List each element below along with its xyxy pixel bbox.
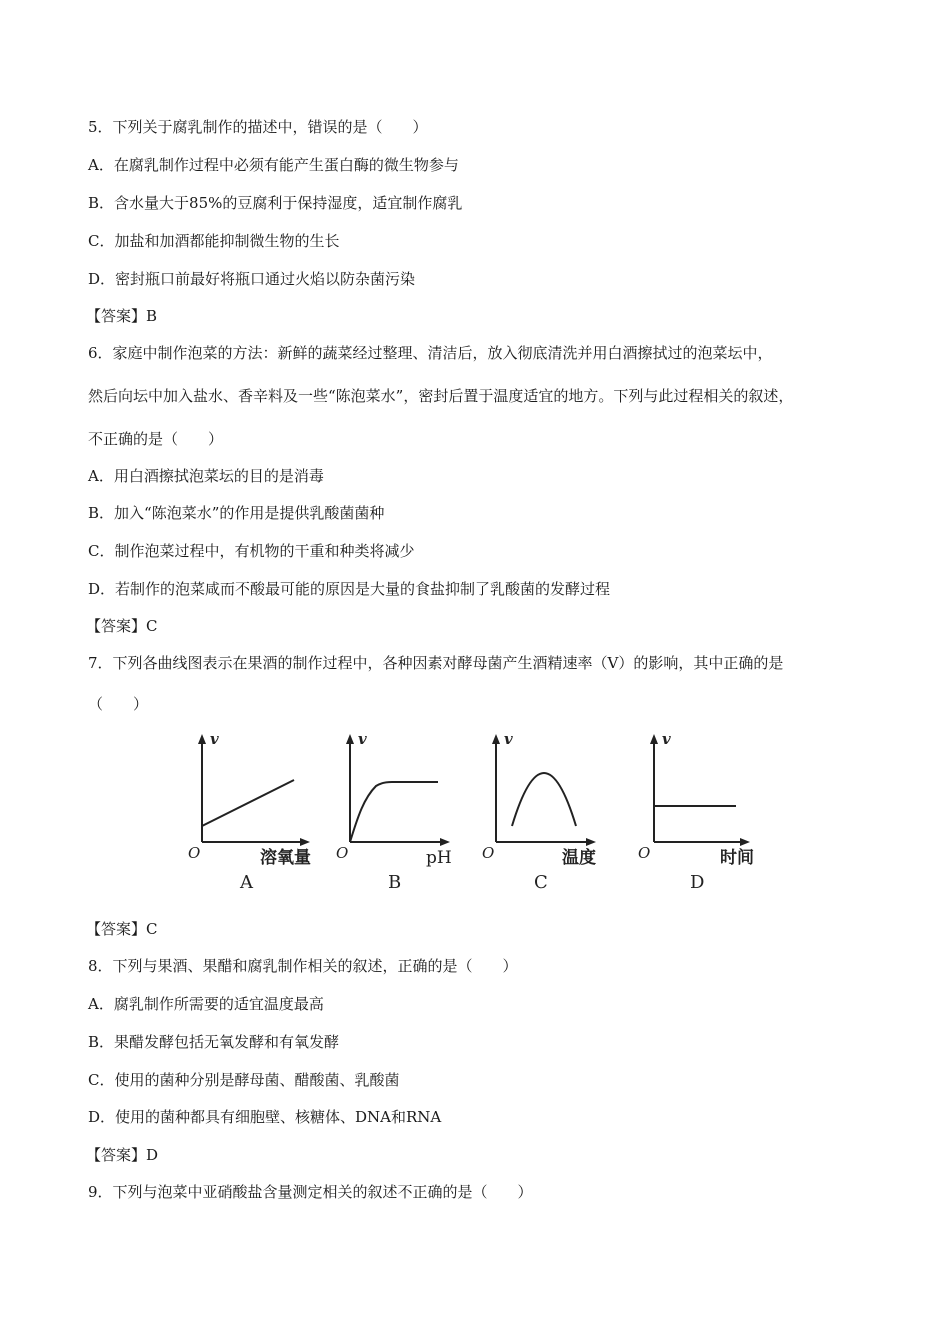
- q5-option-a: A．在腐乳制作过程中必须有能产生蛋白酶的微生物参与: [88, 156, 459, 174]
- graph-b-option: B: [388, 872, 402, 893]
- graph-c-origin: O: [482, 844, 495, 862]
- graph-a-ylabel: v: [210, 730, 219, 748]
- q6-option-d: D．若制作的泡菜咸而不酸最可能的原因是大量的食盐抑制了乳酸菌的发酵过程: [88, 580, 611, 598]
- q8-option-d: D．使用的菌种都具有细胞壁、核糖体、DNA和RNA: [88, 1108, 442, 1126]
- graph-d-xlabel: 时间: [720, 848, 754, 868]
- q5-option-b: B．含水量大于85%的豆腐利于保持湿度，适宜制作腐乳: [88, 194, 463, 212]
- graph-d-option: D: [690, 872, 705, 893]
- q6-option-a: A．用白酒擦拭泡菜坛的目的是消毒: [88, 467, 324, 485]
- q6-option-b: B．加入“陈泡菜水”的作用是提供乳酸菌菌种: [88, 504, 385, 522]
- graph-b-curve: [350, 782, 438, 842]
- graph-c-ylabel: v: [504, 730, 513, 748]
- graph-b-origin: O: [336, 844, 349, 862]
- graph-b-ylabel: v: [358, 730, 367, 748]
- q8-option-a: A．腐乳制作所需要的适宜温度最高: [88, 995, 324, 1013]
- graph-d: [638, 730, 754, 893]
- graph-c-y-arrow: [492, 734, 500, 744]
- graph-c-xlabel: 温度: [562, 848, 596, 868]
- q6-stem-line-2: 然后向坛中加入盐水、香辛料及一些“陈泡菜水”，密封后置于温度适宜的地方。下列与此过程相关的叙述，: [88, 387, 794, 405]
- q8-answer: 【答案】D: [86, 1146, 159, 1164]
- graph-c-curve: [512, 773, 576, 826]
- graph-b-x-arrow: [440, 838, 450, 846]
- q6-stem-line-3: 不正确的是（ ）: [88, 430, 224, 448]
- q8-option-c: C．使用的菌种分别是酵母菌、醋酸菌、乳酸菌: [88, 1071, 400, 1089]
- q8-stem: 8．下列与果酒、果醋和腐乳制作相关的叙述，正确的是（ ）: [88, 957, 518, 975]
- q5-answer: 【答案】B: [86, 307, 158, 325]
- graph-a: [188, 730, 311, 893]
- graph-a-option: A: [240, 872, 253, 893]
- q7-stem-line-1: 7．下列各曲线图表示在果酒的制作过程中，各种因素对酵母菌产生酒精速率（V）的影响，其中正确的是: [88, 654, 784, 672]
- q7-answer: 【答案】C: [86, 920, 158, 938]
- graph-a-xlabel: 溶氧量: [260, 848, 311, 868]
- graph-c: [482, 730, 596, 893]
- q5-option-c: C．加盐和加酒都能抑制微生物的生长: [88, 232, 340, 250]
- q5-stem: 5．下列关于腐乳制作的描述中，错误的是（ ）: [88, 118, 428, 136]
- graph-a-y-arrow: [198, 734, 206, 744]
- graph-d-x-arrow: [740, 838, 750, 846]
- graph-d-y-arrow: [650, 734, 658, 744]
- q6-stem-line-1: 6．家庭中制作泡菜的方法：新鲜的蔬菜经过整理、清洁后，放入彻底清洗并用白酒擦拭过的泡菜坛中，: [88, 344, 773, 362]
- q8-option-b: B．果醋发酵包括无氧发酵和有氧发酵: [88, 1033, 340, 1051]
- q6-option-c: C．制作泡菜过程中，有机物的干重和种类将减少: [88, 542, 415, 560]
- q7-figure: [186, 728, 766, 898]
- graph-b-xlabel: pH: [426, 848, 452, 868]
- q9-stem: 9．下列与泡菜中亚硝酸盐含量测定相关的叙述不正确的是（ ）: [88, 1183, 533, 1201]
- graph-a-curve: [202, 780, 294, 826]
- graph-a-origin: O: [188, 844, 201, 862]
- q5-option-d: D．密封瓶口前最好将瓶口通过火焰以防杂菌污染: [88, 270, 416, 288]
- graph-d-origin: O: [638, 844, 651, 862]
- q7-stem-line-2: （ ）: [88, 695, 149, 713]
- graph-b: [336, 730, 452, 893]
- q6-answer: 【答案】C: [86, 617, 158, 635]
- graph-c-option: C: [534, 872, 548, 893]
- graph-a-x-arrow: [300, 838, 310, 846]
- graph-d-ylabel: v: [662, 730, 671, 748]
- graph-b-y-arrow: [346, 734, 354, 744]
- graph-c-x-arrow: [586, 838, 596, 846]
